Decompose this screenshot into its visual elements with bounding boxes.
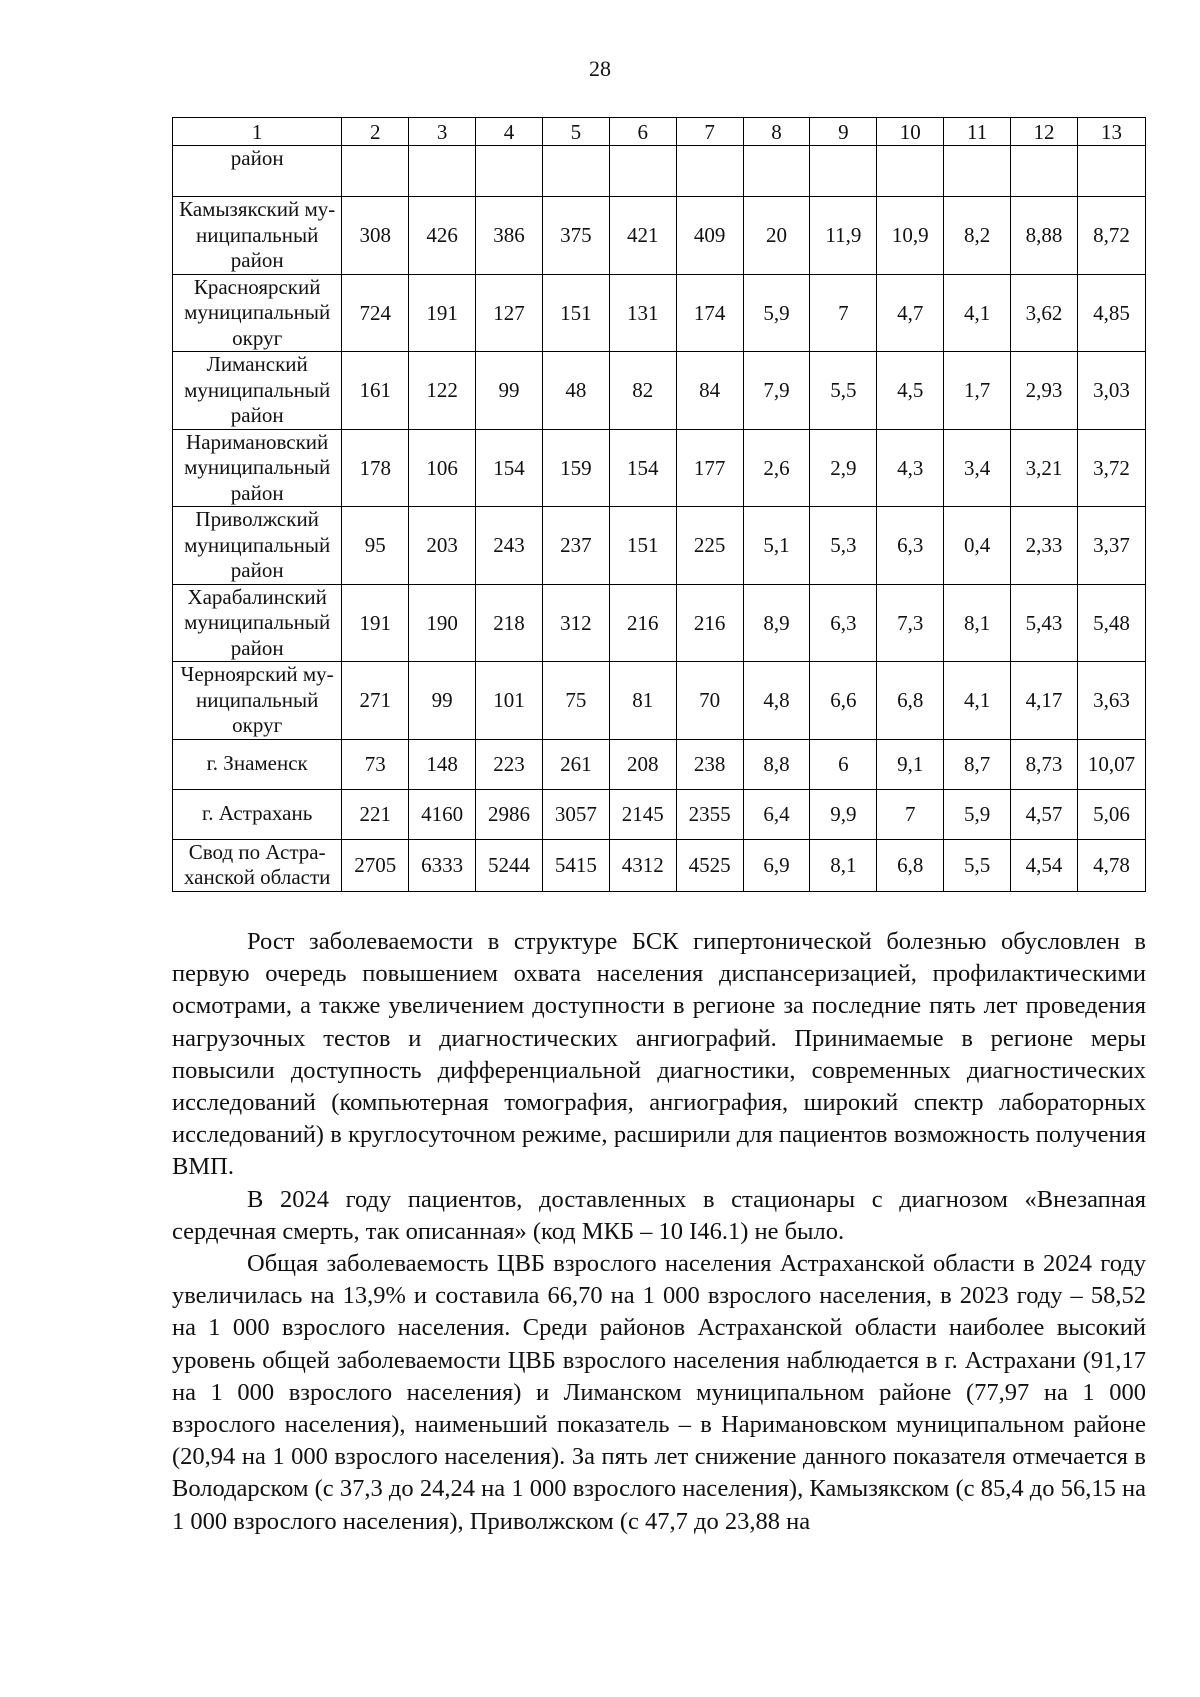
region-name-cell: Черноярский му- ниципальный округ xyxy=(173,662,342,740)
value-cell: 84 xyxy=(676,352,743,430)
value-cell: 191 xyxy=(342,584,409,662)
value-cell: 5,5 xyxy=(944,839,1011,891)
value-cell: 8,2 xyxy=(944,197,1011,275)
value-cell: 386 xyxy=(476,197,543,275)
value-cell: 9,1 xyxy=(877,739,944,789)
value-cell: 2,6 xyxy=(743,429,810,507)
value-cell: 178 xyxy=(342,429,409,507)
value-cell: 8,88 xyxy=(1011,197,1078,275)
region-name-cell: Лиманский муниципальный район xyxy=(173,352,342,430)
column-number-cell: 4 xyxy=(476,118,543,146)
value-cell: 3057 xyxy=(542,789,609,839)
value-cell: 177 xyxy=(676,429,743,507)
value-cell: 7 xyxy=(877,789,944,839)
value-cell: 216 xyxy=(676,584,743,662)
value-cell: 2,33 xyxy=(1011,507,1078,585)
value-cell: 271 xyxy=(342,662,409,740)
value-cell: 3,03 xyxy=(1077,352,1145,430)
value-cell: 0,4 xyxy=(944,507,1011,585)
empty-cell xyxy=(944,146,1011,197)
body-text xyxy=(172,926,1146,1538)
value-cell: 48 xyxy=(542,352,609,430)
value-cell: 2145 xyxy=(609,789,676,839)
value-cell: 95 xyxy=(342,507,409,585)
column-number-cell: 5 xyxy=(542,118,609,146)
table-row xyxy=(173,197,1146,275)
value-cell: 2,9 xyxy=(810,429,877,507)
value-cell: 8,9 xyxy=(743,584,810,662)
value-cell: 6333 xyxy=(409,839,476,891)
table-row xyxy=(173,507,1146,585)
value-cell: 225 xyxy=(676,507,743,585)
value-cell: 2986 xyxy=(476,789,543,839)
value-cell: 73 xyxy=(342,739,409,789)
table-body xyxy=(173,118,1146,892)
value-cell: 99 xyxy=(476,352,543,430)
value-cell: 4,3 xyxy=(877,429,944,507)
value-cell: 8,73 xyxy=(1011,739,1078,789)
empty-cell xyxy=(1077,146,1145,197)
value-cell: 174 xyxy=(676,274,743,352)
value-cell: 2705 xyxy=(342,839,409,891)
value-cell: 10,9 xyxy=(877,197,944,275)
value-cell: 159 xyxy=(542,429,609,507)
region-name-cell: Наримановский муниципальный район xyxy=(173,429,342,507)
table-row xyxy=(173,739,1146,789)
value-cell: 203 xyxy=(409,507,476,585)
column-number-row xyxy=(173,118,1146,146)
region-name-cell: Красноярский муниципальный округ xyxy=(173,274,342,352)
value-cell: 122 xyxy=(409,352,476,430)
value-cell: 101 xyxy=(476,662,543,740)
empty-cell xyxy=(609,146,676,197)
region-name-cell: Свод по Астра- ханской области xyxy=(173,839,342,891)
value-cell: 218 xyxy=(476,584,543,662)
region-name-cell: Харабалинский муниципальный район xyxy=(173,584,342,662)
value-cell: 190 xyxy=(409,584,476,662)
value-cell: 2355 xyxy=(676,789,743,839)
continued-region-cell: район xyxy=(173,146,342,197)
value-cell: 82 xyxy=(609,352,676,430)
value-cell: 221 xyxy=(342,789,409,839)
column-number-cell: 3 xyxy=(409,118,476,146)
value-cell: 11,9 xyxy=(810,197,877,275)
value-cell: 154 xyxy=(609,429,676,507)
value-cell: 3,37 xyxy=(1077,507,1145,585)
paragraph: В 2024 году пациентов, доставленных в стационары с диагнозом «Внезапная сердечная смерть, так описанная» (код МКБ – 10 I46.1) не было. xyxy=(172,1185,1146,1245)
column-number-cell: 11 xyxy=(944,118,1011,146)
value-cell: 261 xyxy=(542,739,609,789)
empty-cell xyxy=(810,146,877,197)
value-cell: 127 xyxy=(476,274,543,352)
value-cell: 161 xyxy=(342,352,409,430)
value-cell: 7 xyxy=(810,274,877,352)
value-cell: 8,7 xyxy=(944,739,1011,789)
value-cell: 6,4 xyxy=(743,789,810,839)
value-cell: 5415 xyxy=(542,839,609,891)
value-cell: 4,7 xyxy=(877,274,944,352)
table-row xyxy=(173,839,1146,891)
value-cell: 5,48 xyxy=(1077,584,1145,662)
empty-cell xyxy=(877,146,944,197)
value-cell: 5,06 xyxy=(1077,789,1145,839)
column-number-cell: 1 xyxy=(173,118,342,146)
paragraph: Общая заболеваемость ЦВБ взрослого населения Астраханской области в 2024 году увеличилась на 13,9% и составила 66,70 на 1 000 взрослого населения, в 2023 году – 58,52 на 1 000 взрослого населения. Среди районов Астраханской области наиболее высокий уровень общей заболеваемости ЦВБ взрослого населения наблюдается в г. Астрахани (91,17 на 1 000 взрослого населения) и Лиманском муниципальном районе (77,97 на 1 000 взрослого населения), наименьший показатель – в Наримановском муниципальном районе (20,94 на 1 000 взрослого населения). За пять лет снижение данного показателя отмечается в Володарском (с 37,3 до 24,24 на 1 000 взрослого населения), Камызякском (с 85,4 до 56,15 на 1 000 взрослого населения), Приволжском (с 47,7 до 23,88 на xyxy=(172,1250,1146,1535)
value-cell: 8,1 xyxy=(944,584,1011,662)
value-cell: 99 xyxy=(409,662,476,740)
table-row xyxy=(173,274,1146,352)
column-number-cell: 8 xyxy=(743,118,810,146)
region-name-cell: г. Знаменск xyxy=(173,739,342,789)
value-cell: 70 xyxy=(676,662,743,740)
continued-row xyxy=(173,146,1146,197)
table-row xyxy=(173,352,1146,430)
value-cell: 154 xyxy=(476,429,543,507)
value-cell: 7,9 xyxy=(743,352,810,430)
value-cell: 6 xyxy=(810,739,877,789)
value-cell: 216 xyxy=(609,584,676,662)
region-name-cell: Камызякский му- ниципальный район xyxy=(173,197,342,275)
statistics-table xyxy=(172,117,1146,892)
value-cell: 4,78 xyxy=(1077,839,1145,891)
value-cell: 5244 xyxy=(476,839,543,891)
value-cell: 4,5 xyxy=(877,352,944,430)
value-cell: 208 xyxy=(609,739,676,789)
value-cell: 5,9 xyxy=(944,789,1011,839)
value-cell: 8,8 xyxy=(743,739,810,789)
value-cell: 6,6 xyxy=(810,662,877,740)
value-cell: 81 xyxy=(609,662,676,740)
value-cell: 6,9 xyxy=(743,839,810,891)
value-cell: 75 xyxy=(542,662,609,740)
value-cell: 5,5 xyxy=(810,352,877,430)
column-number-cell: 10 xyxy=(877,118,944,146)
value-cell: 421 xyxy=(609,197,676,275)
value-cell: 6,8 xyxy=(877,839,944,891)
value-cell: 8,1 xyxy=(810,839,877,891)
value-cell: 131 xyxy=(609,274,676,352)
region-name-cell: Приволжский муниципальный район xyxy=(173,507,342,585)
value-cell: 4,8 xyxy=(743,662,810,740)
value-cell: 8,72 xyxy=(1077,197,1145,275)
value-cell: 4160 xyxy=(409,789,476,839)
value-cell: 5,1 xyxy=(743,507,810,585)
value-cell: 426 xyxy=(409,197,476,275)
empty-cell xyxy=(409,146,476,197)
value-cell: 151 xyxy=(542,274,609,352)
value-cell: 243 xyxy=(476,507,543,585)
value-cell: 312 xyxy=(542,584,609,662)
value-cell: 4,85 xyxy=(1077,274,1145,352)
value-cell: 2,93 xyxy=(1011,352,1078,430)
column-number-cell: 7 xyxy=(676,118,743,146)
value-cell: 4,54 xyxy=(1011,839,1078,891)
value-cell: 5,3 xyxy=(810,507,877,585)
value-cell: 4,17 xyxy=(1011,662,1078,740)
value-cell: 20 xyxy=(743,197,810,275)
empty-cell xyxy=(676,146,743,197)
value-cell: 3,4 xyxy=(944,429,1011,507)
value-cell: 3,63 xyxy=(1077,662,1145,740)
value-cell: 5,43 xyxy=(1011,584,1078,662)
value-cell: 238 xyxy=(676,739,743,789)
column-number-cell: 2 xyxy=(342,118,409,146)
table-row xyxy=(173,429,1146,507)
value-cell: 3,21 xyxy=(1011,429,1078,507)
page-number: 28 xyxy=(589,56,611,81)
value-cell: 106 xyxy=(409,429,476,507)
value-cell: 4,1 xyxy=(944,662,1011,740)
table-row xyxy=(173,789,1146,839)
empty-cell xyxy=(476,146,543,197)
value-cell: 5,9 xyxy=(743,274,810,352)
empty-cell xyxy=(542,146,609,197)
value-cell: 4,57 xyxy=(1011,789,1078,839)
value-cell: 4312 xyxy=(609,839,676,891)
value-cell: 223 xyxy=(476,739,543,789)
value-cell: 6,8 xyxy=(877,662,944,740)
value-cell: 148 xyxy=(409,739,476,789)
value-cell: 7,3 xyxy=(877,584,944,662)
value-cell: 6,3 xyxy=(877,507,944,585)
column-number-cell: 6 xyxy=(609,118,676,146)
value-cell: 6,3 xyxy=(810,584,877,662)
value-cell: 4525 xyxy=(676,839,743,891)
table-row xyxy=(173,662,1146,740)
empty-cell xyxy=(342,146,409,197)
table-row xyxy=(173,584,1146,662)
value-cell: 724 xyxy=(342,274,409,352)
value-cell: 237 xyxy=(542,507,609,585)
column-number-cell: 13 xyxy=(1077,118,1145,146)
column-number-cell: 12 xyxy=(1011,118,1078,146)
value-cell: 308 xyxy=(342,197,409,275)
value-cell: 3,72 xyxy=(1077,429,1145,507)
value-cell: 409 xyxy=(676,197,743,275)
value-cell: 151 xyxy=(609,507,676,585)
value-cell: 3,62 xyxy=(1011,274,1078,352)
column-number-cell: 9 xyxy=(810,118,877,146)
value-cell: 9,9 xyxy=(810,789,877,839)
paragraph: Рост заболеваемости в структуре БСК гипертонической болезнью обусловлен в первую очередь повышением охвата населения диспансеризацией, профилактическими осмотрами, а также увеличением доступности в регионе за последние пять лет проведения нагрузочных тестов и диагностических ангиографий. Принимаемые в регионе меры повысили доступность дифференциальной диагностики, современных диагностических исследований (компьютерная томография, ангиография, широкий спектр лабораторных исследований) в круглосуточном режиме, расширили для пациентов возможность получения ВМП. xyxy=(172,928,1146,1181)
region-name-cell: г. Астрахань xyxy=(173,789,342,839)
value-cell: 4,1 xyxy=(944,274,1011,352)
value-cell: 1,7 xyxy=(944,352,1011,430)
empty-cell xyxy=(1011,146,1078,197)
empty-cell xyxy=(743,146,810,197)
value-cell: 191 xyxy=(409,274,476,352)
value-cell: 375 xyxy=(542,197,609,275)
value-cell: 10,07 xyxy=(1077,739,1145,789)
